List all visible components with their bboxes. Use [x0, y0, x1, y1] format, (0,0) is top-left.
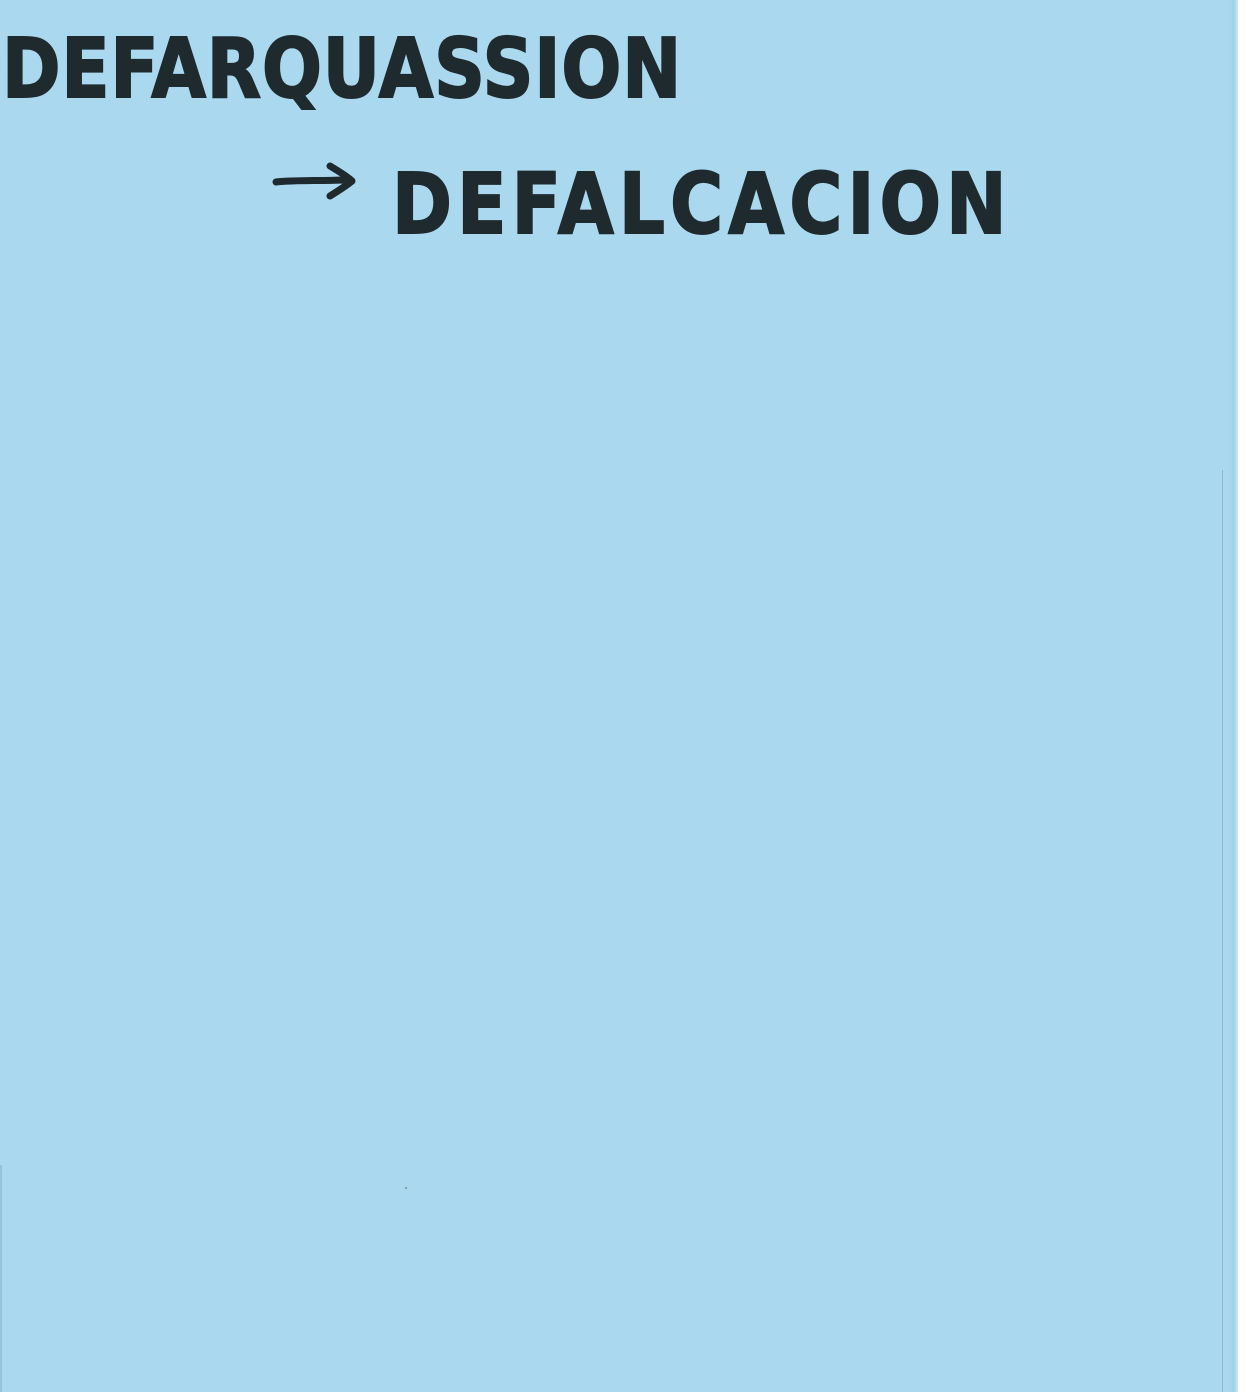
handwritten-word-defalcacion: DEFALCACION — [392, 155, 1012, 253]
paper-left-edge-mark — [0, 1165, 2, 1392]
paper-speck — [405, 1187, 407, 1189]
handwritten-word-defarquassion: DEFARQUASSION — [2, 22, 683, 117]
right-arrow-icon — [272, 160, 358, 200]
paper-right-edge — [1228, 0, 1238, 1392]
paper-right-edge-line — [1222, 470, 1223, 1392]
